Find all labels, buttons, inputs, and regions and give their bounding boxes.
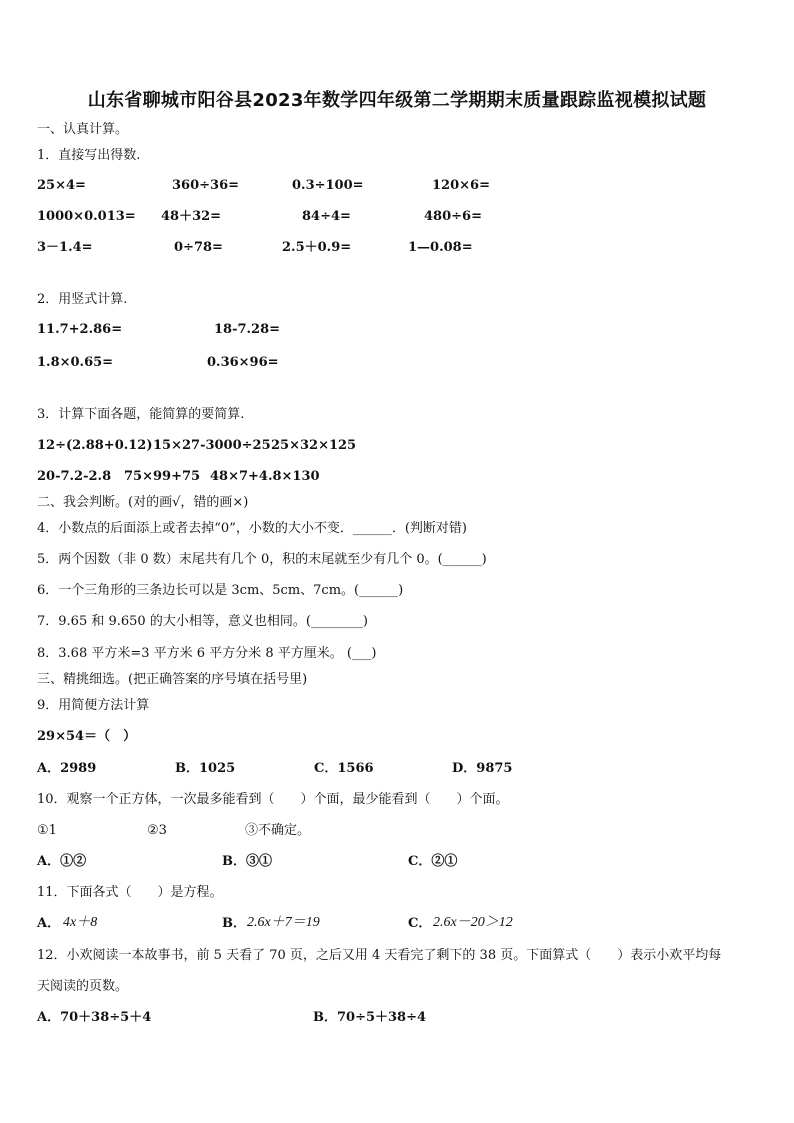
q9-option-a: A．2989 xyxy=(37,761,97,776)
q1-item: 48＋32= xyxy=(161,209,222,224)
q1-item: 2.5＋0.9= xyxy=(282,240,352,255)
q11-option-c-formula: 2.6x－20＞12 xyxy=(433,915,513,930)
question-11-text: 11．下面各式（ ）是方程。 xyxy=(37,885,223,900)
q11-option-a-label: A． xyxy=(37,916,61,931)
q12-option-a: A．70＋38÷5＋4 xyxy=(37,1010,152,1025)
q10-option-a: A．①② xyxy=(37,854,87,869)
q9-option-b: B．1025 xyxy=(175,761,236,776)
q1-item: 1000×0.013= xyxy=(37,209,136,224)
q3-item: 75×99+75 xyxy=(124,469,201,484)
section-heading-1: 一、认真计算。 xyxy=(37,122,129,137)
q12-option-b: B．70÷5＋38÷4 xyxy=(313,1010,427,1025)
q1-item: 84÷4= xyxy=(302,209,351,224)
q3-item: 12÷(2.88+0.12) xyxy=(37,438,153,453)
q10-choice-1: ①1 xyxy=(37,823,57,838)
question-2-text: 2．用竖式计算. xyxy=(37,292,128,307)
q9-option-d: D．9875 xyxy=(452,761,513,776)
section-heading-2: 二、我会判断。(对的画√，错的画×) xyxy=(37,495,249,510)
q2-item: 11.7+2.86= xyxy=(37,322,123,337)
q3-item: 20-7.2-2.8 xyxy=(37,469,112,484)
q10-choice-2: ②3 xyxy=(147,823,167,838)
question-12-text-cont: 天阅读的页数。 xyxy=(37,979,129,994)
question-4-text: 4．小数点的后面添上或者去掉“0”，小数的大小不变．______．(判断对错) xyxy=(37,521,467,536)
q1-item: 480÷6= xyxy=(424,209,482,224)
q3-item: 15×27-3000÷25 xyxy=(153,438,271,453)
question-7-text: 7．9.65 和 9.650 的大小相等，意义也相同。(________) xyxy=(37,614,368,629)
q3-item: 25×32×125 xyxy=(271,438,357,453)
q1-item: 25×4= xyxy=(37,178,86,193)
q1-item: 360÷36= xyxy=(172,178,240,193)
q10-option-b: B．③① xyxy=(222,854,272,869)
q2-item: 0.36×96= xyxy=(207,355,279,370)
q1-item: 1—0.08= xyxy=(408,240,473,255)
q2-item: 18-7.28= xyxy=(214,322,281,337)
question-9-text: 9．用简便方法计算 xyxy=(37,698,150,713)
q9-option-c: C．1566 xyxy=(314,761,374,776)
question-1-text: 1．直接写出得数. xyxy=(37,148,141,163)
q11-option-b-label: B． xyxy=(222,916,246,931)
q1-item: 3－1.4= xyxy=(37,240,93,255)
section-heading-3: 三、精挑细选。(把正确答案的序号填在括号里) xyxy=(37,672,308,687)
q11-option-a-formula: 4x＋8 xyxy=(63,915,98,930)
q11-option-b-formula: 2.6x＋7＝19 xyxy=(247,915,320,930)
question-12-text: 12．小欢阅读一本故事书，前 5 天看了 70 页，之后又用 4 天看完了剩下的 38 页。下面算式（ ）表示小欢平均每 xyxy=(37,948,722,963)
q1-item: 120×6= xyxy=(432,178,490,193)
q1-item: 0.3÷100= xyxy=(292,178,364,193)
question-5-text: 5．两个因数（非 0 数）末尾共有几个 0，积的末尾就至少有几个 0。(______) xyxy=(37,552,487,567)
q10-option-c: C．②① xyxy=(408,854,458,869)
question-10-text: 10．观察一个正方体，一次最多能看到（ ）个面，最少能看到（ ）个面。 xyxy=(37,792,509,807)
page-title: 山东省聊城市阳谷县2023年数学四年级第二学期期末质量跟踪监视模拟试题 xyxy=(87,90,707,111)
question-8-text: 8．3.68 平方米=3 平方米 6 平方分米 8 平方厘米。 (___) xyxy=(37,646,377,661)
question-9-expression: 29×54＝（ ） xyxy=(37,729,137,744)
question-3-text: 3．计算下面各题，能简算的要简算. xyxy=(37,407,245,422)
q10-choice-3: ③不确定。 xyxy=(245,823,311,838)
question-6-text: 6．一个三角形的三条边长可以是 3cm、5cm、7cm。(______) xyxy=(37,583,404,598)
q1-item: 0÷78= xyxy=(174,240,223,255)
q11-option-c-label: C． xyxy=(408,916,432,931)
q2-item: 1.8×0.65= xyxy=(37,355,114,370)
q3-item: 48×7+4.8×130 xyxy=(210,469,320,484)
